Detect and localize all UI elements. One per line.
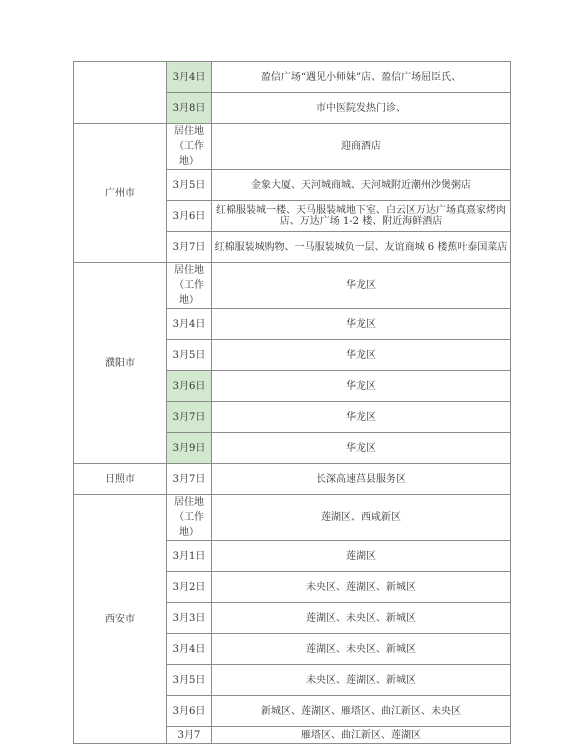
date-cell: 3月6日	[167, 696, 212, 727]
city-cell: 西安市	[74, 495, 167, 744]
city-cell: 日照市	[74, 464, 167, 495]
place-cell: 迎商酒店	[212, 124, 511, 170]
place-cell: 华龙区	[212, 340, 511, 371]
date-cell: 3月3日	[167, 603, 212, 634]
date-cell: 3月5日	[167, 170, 212, 201]
city-cell	[74, 62, 167, 124]
date-cell: 3月7日	[167, 402, 212, 433]
date-cell: 3月6日	[167, 371, 212, 402]
date-cell: 3月7	[167, 727, 212, 744]
city-cell: 濮阳市	[74, 263, 167, 464]
travel-history-table	[73, 61, 511, 744]
place-cell: 金象大厦、天河城商城、天河城附近潮州沙煲粥店	[212, 170, 511, 201]
place-cell: 新城区、莲湖区、雁塔区、曲江新区、未央区	[212, 696, 511, 727]
date-cell: 3月1日	[167, 541, 212, 572]
date-cell: 3月7日	[167, 232, 212, 263]
date-cell: 3月5日	[167, 665, 212, 696]
place-cell: 华龙区	[212, 263, 511, 309]
table-row	[74, 495, 511, 541]
date-cell: 居住地（工作地）	[167, 263, 212, 309]
date-cell: 居住地（工作地）	[167, 495, 212, 541]
place-cell: 莲湖区	[212, 541, 511, 572]
place-cell: 莲湖区、未央区、新城区	[212, 603, 511, 634]
date-cell: 3月4日	[167, 634, 212, 665]
place-cell: 莲湖区、未央区、新城区	[212, 634, 511, 665]
place-cell: 红棉服装城购物、一马服装城负一层、友谊商城 6 楼蕉叶泰国菜店	[212, 232, 511, 263]
date-cell: 3月9日	[167, 433, 212, 464]
place-cell: 华龙区	[212, 371, 511, 402]
place-cell: 未央区、莲湖区、新城区	[212, 572, 511, 603]
date-cell: 3月2日	[167, 572, 212, 603]
date-cell: 居住地（工作地）	[167, 124, 212, 170]
date-cell: 3月4日	[167, 309, 212, 340]
date-cell: 3月6日	[167, 201, 212, 232]
place-cell: 市中医院发热门诊、	[212, 93, 511, 124]
place-cell: 莲湖区、西咸新区	[212, 495, 511, 541]
place-cell: 未央区、莲湖区、新城区	[212, 665, 511, 696]
place-cell: 长深高速莒县服务区	[212, 464, 511, 495]
place-cell: 红棉服装城一楼、天马服装城地下室、白云区万达广场真熹家烤肉店、万达广场 1-2 楼、附近海鲜酒店	[212, 201, 511, 232]
date-cell: 3月5日	[167, 340, 212, 371]
place-cell: 华龙区	[212, 433, 511, 464]
place-cell: 华龙区	[212, 402, 511, 433]
date-cell: 3月8日	[167, 93, 212, 124]
table-row	[74, 464, 511, 495]
table-row	[74, 263, 511, 309]
date-cell: 3月4日	[167, 62, 212, 93]
table-row	[74, 62, 511, 93]
place-cell: 盈信广场“遇见小师妹”店、盈信广场屈臣氏、	[212, 62, 511, 93]
table-row	[74, 124, 511, 170]
date-cell: 3月7日	[167, 464, 212, 495]
city-cell: 广州市	[74, 124, 167, 263]
place-cell: 雁塔区、曲江新区、莲湖区	[212, 727, 511, 744]
place-cell: 华龙区	[212, 309, 511, 340]
